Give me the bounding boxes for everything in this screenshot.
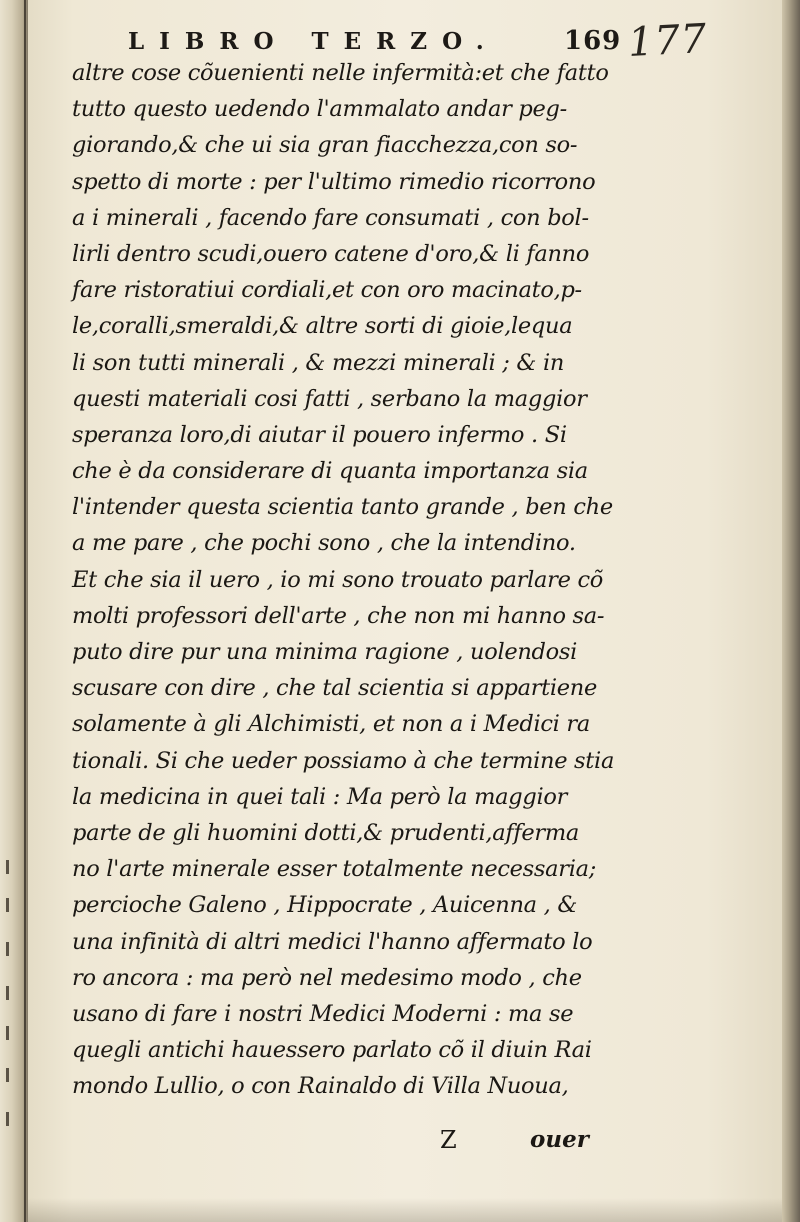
text-line: l'intender questa scientia tanto grande , ben che [72, 494, 613, 521]
text-line: spetto di morte : per l'ultimo rimedio ricorrono [72, 168, 596, 195]
binding-thread-marks [6, 860, 14, 1160]
page-sheet [28, 0, 782, 1222]
text-line: molti professori dell'arte , che non mi hanno sa- [72, 602, 605, 629]
text-line: che è da considerare di quanta importanza sia [72, 458, 588, 485]
text-line: tionali. Si che ueder possiamo à che termine stia [72, 747, 615, 774]
text-line: a me pare , che pochi sono , che la intendino. [72, 530, 576, 557]
gutter-line [24, 0, 26, 1222]
text-line: li son tutti minerali , & mezzi minerali ; & in [72, 349, 565, 376]
text-line: una infinità di altri medici l'hanno affermato lo [72, 928, 593, 955]
text-line: giorando,& che ui sia gran fiacchezza,con so- [72, 132, 578, 159]
right-page-edge [782, 0, 800, 1222]
text-line: puto dire pur una minima ragione , uolendosi [72, 639, 578, 665]
text-line: ro ancora : ma però nel medesimo modo , che [72, 964, 582, 991]
running-title: LIBRO TERZO. [128, 28, 499, 55]
text-line: lirli dentro scudi,ouero catene d'oro,& li fanno [72, 240, 590, 267]
text-line: altre cose cõuenienti nelle infermità:et che fatto [72, 60, 609, 86]
handwritten-page-number: 177 [626, 15, 709, 67]
text-line: speranza loro,di aiutar il pouero infermo . Si [72, 421, 567, 448]
text-line: la medicina in quei tali : Ma però la maggior [72, 783, 568, 810]
text-line: percioche Galeno , Hippocrate , Auicenna , & [72, 892, 578, 919]
signature-mark: Z [440, 1126, 457, 1154]
catchword: ouer [530, 1126, 589, 1153]
text-line: solamente à gli Alchimisti, et non a i Medici ra [72, 711, 590, 738]
text-line: fare ristoratiui cordiali,et con oro macinato,p- [72, 277, 582, 304]
body-text [72, 55, 620, 1104]
text-line: Et che sia il uero , io mi sono trouato parlare cõ [72, 566, 603, 593]
bottom-shadow [28, 1198, 782, 1222]
text-line: tutto questo uedendo l'ammalato andar peg- [72, 96, 567, 123]
text-line: scusare con dire , che tal scientia si appartiene [72, 675, 598, 702]
text-line: usano di fare i nostri Medici Moderni : ma se [72, 1000, 574, 1027]
page-number: 169 [564, 26, 622, 56]
text-line: mondo Lullio, o con Rainaldo di Villa Nuoua, [72, 1073, 569, 1100]
text-line: questi materiali cosi fatti , serbano la maggior [72, 385, 587, 412]
text-line: quegli antichi hauessero parlato cõ il diuin Rai [72, 1037, 592, 1064]
text-line: parte de gli huomini dotti,& prudenti,afferma [72, 819, 579, 846]
text-line: no l'arte minerale esser totalmente necessaria; [72, 856, 597, 883]
page-footer [72, 1126, 620, 1162]
text-line: le,coralli,smeraldi,& altre sorti di gioie,lequa [72, 313, 573, 340]
text-line: a i minerali , facendo fare consumati , con bol- [72, 204, 589, 231]
